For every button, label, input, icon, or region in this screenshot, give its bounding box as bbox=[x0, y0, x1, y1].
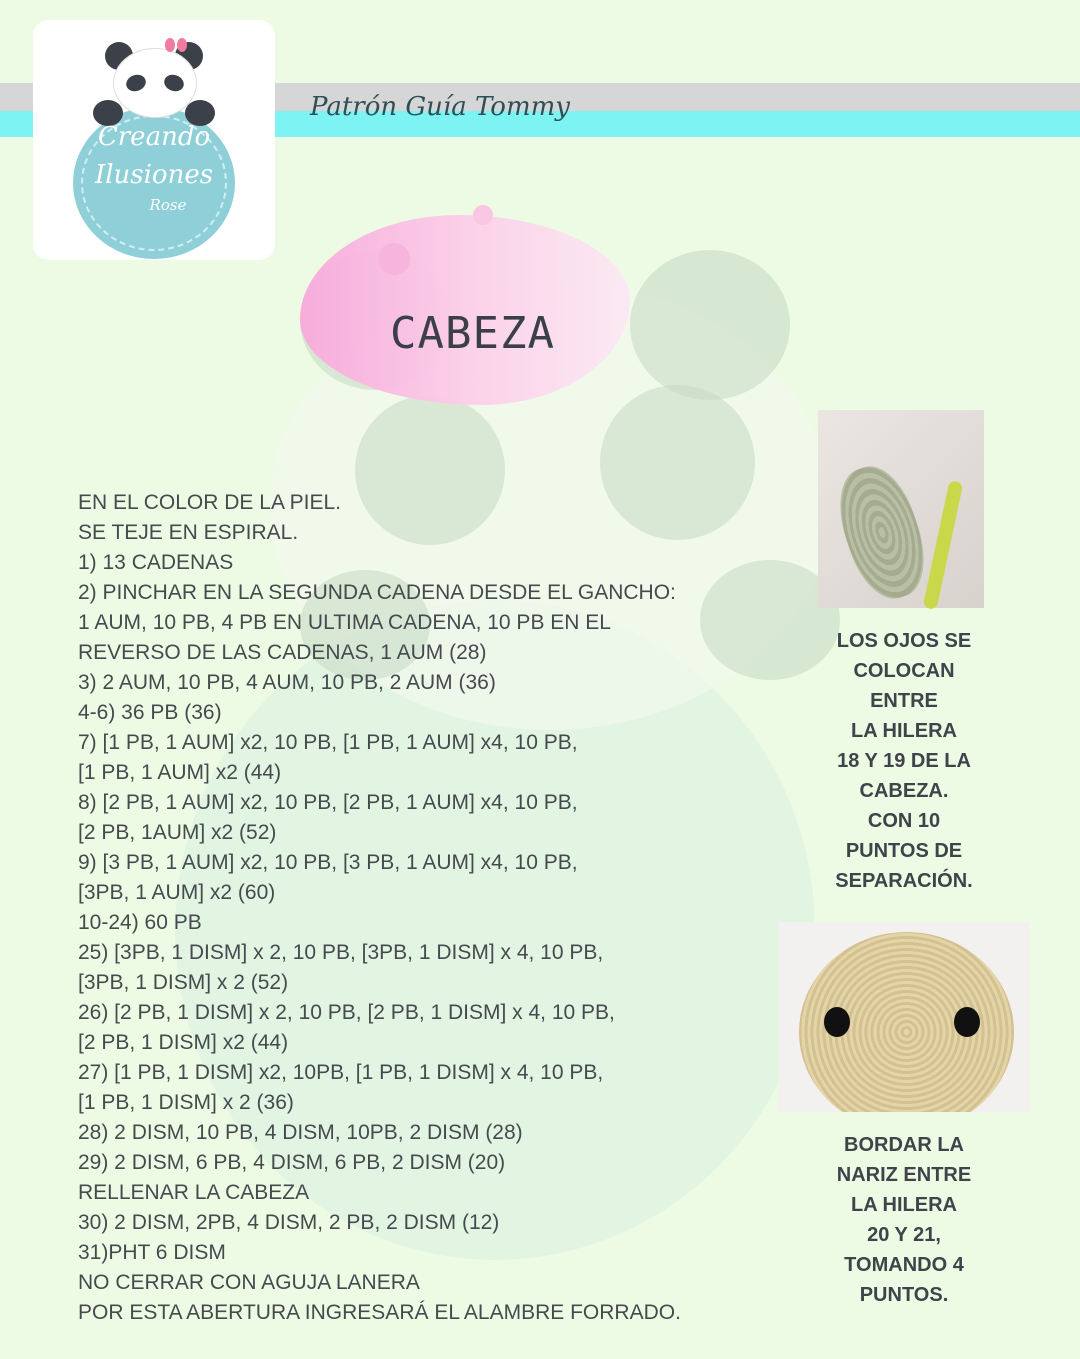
text-line: TOMANDO 4 bbox=[844, 1254, 964, 1276]
text-line: COLOCAN bbox=[853, 660, 955, 682]
text-line: BORDAR LA bbox=[844, 1134, 964, 1156]
text-line: SEPARACIÓN. bbox=[835, 870, 973, 892]
text-line: CABEZA. bbox=[859, 780, 949, 802]
text-line: 1) 13 CADENAS bbox=[78, 551, 234, 574]
text-line: [1 PB, 1 DISM] x 2 (36) bbox=[78, 1091, 294, 1114]
brand-logo bbox=[33, 20, 275, 260]
text-line: 3) 2 AUM, 10 PB, 4 AUM, 10 PB, 2 AUM (36) bbox=[78, 671, 496, 694]
text-line: [2 PB, 1AUM] x2 (52) bbox=[78, 821, 277, 844]
text-line: EN EL COLOR DE LA PIEL. bbox=[78, 491, 341, 514]
text-line: 26) [2 PB, 1 DISM] x 2, 10 PB, [2 PB, 1 DISM] x 4, 10 PB, bbox=[78, 1001, 615, 1024]
text-line: 18 Y 19 DE LA bbox=[837, 750, 971, 772]
logo-text-line1: Creando bbox=[97, 122, 211, 152]
text-line: 25) [3PB, 1 DISM] x 2, 10 PB, [3PB, 1 DISM] x 4, 10 PB, bbox=[78, 941, 604, 964]
text-line: NARIZ ENTRE bbox=[836, 1164, 972, 1186]
text-line: PUNTOS DE bbox=[845, 840, 963, 862]
text-line: 27) [1 PB, 1 DISM] x2, 10PB, [1 PB, 1 DISM] x 4, 10 PB, bbox=[78, 1061, 604, 1084]
text-line: REVERSO DE LAS CADENAS, 1 AUM (28) bbox=[78, 641, 487, 664]
text-line: LOS OJOS SE bbox=[836, 630, 972, 652]
bow-icon bbox=[165, 38, 187, 52]
text-line: NO CERRAR CON AGUJA LANERA bbox=[78, 1271, 420, 1294]
instructions-list bbox=[78, 488, 681, 1328]
text-line: [2 PB, 1 DISM] x2 (44) bbox=[78, 1031, 289, 1054]
text-line: LA HILERA bbox=[851, 720, 957, 742]
decor-dot bbox=[473, 205, 493, 225]
text-line: RELLENAR LA CABEZA bbox=[78, 1181, 310, 1204]
photo-crochet-base bbox=[818, 410, 984, 608]
pattern-title: Patrón Guía Tommy bbox=[310, 92, 570, 122]
section-heading: CABEZA bbox=[390, 308, 555, 359]
logo-text-line2: Ilusiones bbox=[94, 160, 214, 190]
decor-dot bbox=[378, 243, 410, 275]
text-line: LA HILERA bbox=[851, 1194, 957, 1216]
logo-text-line3: Rose bbox=[149, 196, 187, 214]
text-line: [1 PB, 1 AUM] x2 (44) bbox=[78, 761, 282, 784]
text-line: 31)PHT 6 DISM bbox=[78, 1241, 226, 1264]
watermark-ear bbox=[630, 250, 790, 400]
text-line: 8) [2 PB, 1 AUM] x2, 10 PB, [2 PB, 1 AUM] x4, 10 PB, bbox=[78, 791, 578, 814]
nose-note bbox=[819, 1130, 989, 1310]
text-line: 7) [1 PB, 1 AUM] x2, 10 PB, [1 PB, 1 AUM] x4, 10 PB, bbox=[78, 731, 578, 754]
text-line: [3PB, 1 DISM] x 2 (52) bbox=[78, 971, 289, 994]
text-line: CON 10 bbox=[867, 810, 941, 832]
text-line: 28) 2 DISM, 10 PB, 4 DISM, 10PB, 2 DISM (28) bbox=[78, 1121, 523, 1144]
text-line: ENTRE bbox=[870, 690, 938, 712]
text-line: 30) 2 DISM, 2PB, 4 DISM, 2 PB, 2 DISM (12) bbox=[78, 1211, 500, 1234]
text-line: 20 Y 21, bbox=[867, 1224, 941, 1246]
text-line: SE TEJE EN ESPIRAL. bbox=[78, 521, 299, 544]
text-line: 4-6) 36 PB (36) bbox=[78, 701, 222, 724]
panda-icon bbox=[113, 48, 197, 118]
text-line: POR ESTA ABERTURA INGRESARÁ EL ALAMBRE FORRADO. bbox=[78, 1301, 681, 1324]
text-line: 2) PINCHAR EN LA SEGUNDA CADENA DESDE EL GANCHO: bbox=[78, 581, 676, 604]
text-line: 29) 2 DISM, 6 PB, 4 DISM, 6 PB, 2 DISM (20) bbox=[78, 1151, 506, 1174]
text-line: 9) [3 PB, 1 AUM] x2, 10 PB, [3 PB, 1 AUM] x4, 10 PB, bbox=[78, 851, 578, 874]
text-line: PUNTOS. bbox=[859, 1284, 949, 1306]
text-line: [3PB, 1 AUM] x2 (60) bbox=[78, 881, 276, 904]
text-line: 1 AUM, 10 PB, 4 PB EN ULTIMA CADENA, 10 PB EN EL bbox=[78, 611, 611, 634]
eyes-note bbox=[819, 626, 989, 896]
text-line: 10-24) 60 PB bbox=[78, 911, 202, 934]
photo-doll-head bbox=[779, 922, 1029, 1112]
